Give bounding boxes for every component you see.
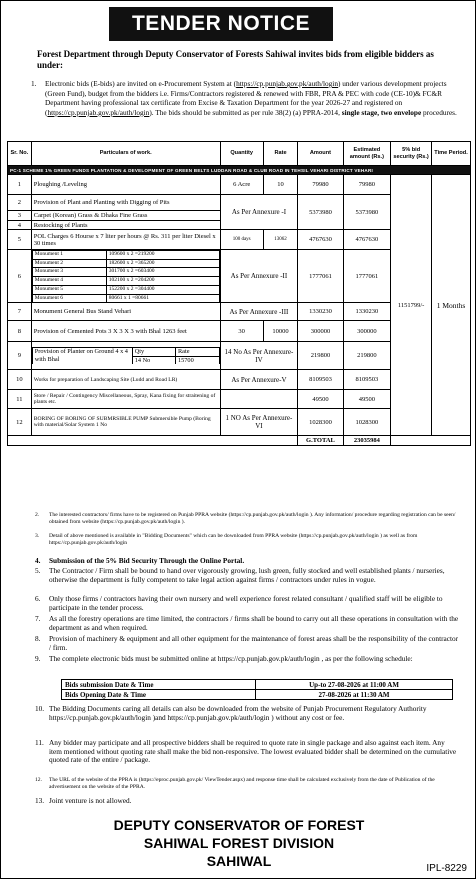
column-header: Particulars of work. bbox=[31, 142, 220, 166]
amount-cell: 219800 bbox=[298, 342, 343, 370]
paragraph-text: ). The bids should be submitted as per rule 38(2) (a) PPRA-2014, bbox=[149, 107, 342, 117]
planter-label: Provision of Planter on Ground 4 x 4 with Bhal bbox=[32, 348, 132, 365]
work-cell: Works for preparation of Landscaping Site (Ludd and Road LR) bbox=[31, 370, 220, 390]
tender-table bbox=[7, 141, 471, 446]
rate-cell: 13062 bbox=[263, 230, 298, 250]
sr-cell: 3 bbox=[8, 211, 32, 221]
note-text: Only those firms / contractors having their own nursery and well experience forest related consultant / qualified staff will be eligible to participate in the tender process. bbox=[49, 594, 443, 612]
paragraph-number: 1. bbox=[31, 79, 37, 88]
estimate-cell: 79980 bbox=[343, 175, 390, 195]
note-number: 5. bbox=[35, 566, 41, 575]
note-12 bbox=[35, 777, 459, 791]
monument-name: Monument 1 bbox=[32, 251, 106, 260]
monument-row bbox=[32, 294, 219, 302]
quantity-cell: 6 Acre bbox=[220, 175, 263, 195]
sr-cell: 8 bbox=[8, 321, 32, 342]
monument-calc: 109600 x 2 =219200 bbox=[106, 251, 219, 260]
column-header: Rate bbox=[263, 142, 298, 166]
estimate-cell: 1028300 bbox=[343, 409, 390, 436]
monument-name: Monument 3 bbox=[32, 268, 106, 277]
column-header: Quantity bbox=[220, 142, 263, 166]
annexure-cell: 14 No As Per Annexure-IV bbox=[220, 342, 298, 370]
work-cell: Carpet (Korean) Grass & Dhaka Fine Grass bbox=[31, 211, 220, 221]
schedule-value: Up-to 27-08-2026 at 11:00 AM bbox=[256, 680, 453, 690]
monument-name: Monument 5 bbox=[32, 285, 106, 294]
monuments-table bbox=[32, 250, 220, 302]
total-value: 23035984 bbox=[343, 436, 390, 446]
note-13 bbox=[35, 796, 459, 806]
scheme-row bbox=[8, 166, 471, 175]
planter-row bbox=[32, 348, 219, 357]
empty-cell bbox=[220, 390, 298, 409]
note-text: Any bidder may participate and all prospective bidders shall be required to quote rate in single package and also against each item. Any item mentioned without quoting rate shall make the bid non-responsive. The lowest evaluated bidder shall be determined on the cumulative quoted rate of the entire / package. bbox=[49, 738, 457, 765]
monument-name: Monument 4 bbox=[32, 277, 106, 286]
note-number: 2. bbox=[35, 512, 40, 518]
total-label: G.TOTAL bbox=[298, 436, 343, 446]
note-text: The URL of the website of the PPRA is (https://eproc.punjab.gov.pk/ ViewTender.aspx) and response time shall be calculated exclusively from the date of Publication of the advertisement on the website of the PPRA. bbox=[49, 777, 435, 790]
paragraph-1 bbox=[31, 79, 465, 117]
column-header: Estimated amount (Rs.) bbox=[343, 142, 390, 166]
amount-cell: 1330230 bbox=[298, 303, 343, 321]
amount-cell: 49500 bbox=[298, 390, 343, 409]
work-cell: Monument General Bus Stand Vehari bbox=[31, 303, 220, 321]
empty-cell bbox=[391, 436, 471, 446]
note-9 bbox=[35, 654, 459, 664]
column-header: Sr. No. bbox=[8, 142, 32, 166]
note-6 bbox=[35, 594, 459, 612]
sr-cell: 4 bbox=[8, 221, 32, 230]
signatory-title: DEPUTY CONSERVATOR OF FOREST bbox=[113, 817, 365, 833]
note-text: As all the forestry operations are time limited, the contractors / firms shall be bound to carry out all these operations in consultation with the department as and when required. bbox=[49, 614, 459, 632]
note-number: 3. bbox=[35, 533, 40, 539]
note-number: 6. bbox=[35, 594, 41, 603]
sr-cell: 10 bbox=[8, 370, 32, 390]
monument-row bbox=[32, 268, 219, 277]
annexure-cell: As Per Annexure -II bbox=[220, 250, 298, 303]
bid-schedule-table bbox=[61, 679, 453, 700]
paragraph-text: procedures. bbox=[421, 107, 457, 117]
note-number: 7. bbox=[35, 614, 41, 623]
monument-row bbox=[32, 277, 219, 286]
note-text: The interested contractors/ firms have to be registered on Punjab PPRA website (https://cp.punjab.gov.pk/auth/login ). Any information/ procedure regarding registration can be seen/ obtained from website (https://cp.punjab.gov.pk/auth/login ). bbox=[49, 512, 456, 525]
scheme-title: PC-1 SCHEME 1% GREEN FUNDS PLANTATION & DEVELOPMENT OF GREEN BELTS LUDDAN ROAD & CLUB ROAD IN TEHSIL VEHARI DISTRICT VEHARI bbox=[8, 166, 471, 175]
note-number: 11. bbox=[35, 738, 44, 747]
monument-row bbox=[32, 259, 219, 268]
sr-cell: 5 bbox=[8, 230, 32, 250]
sr-cell: 2 bbox=[8, 195, 32, 211]
monument-calc: 152200 x 2 =304400 bbox=[106, 285, 219, 294]
note-number: 9. bbox=[35, 654, 41, 663]
sr-cell: 6 bbox=[8, 250, 32, 303]
paragraph-text: ) under various development projects (Green Fund), budget from the bidders i.e. Firms/Contractors registered & renewed with FBR, PRA & PEC with code (CE-10)& FC&R Department having professional tax certificate from Excise & Taxation Department for the year 2026-27 and registered on ( bbox=[45, 79, 447, 117]
note-11 bbox=[35, 738, 459, 765]
sr-cell: 11 bbox=[8, 390, 32, 409]
rate-cell: 10 bbox=[263, 175, 298, 195]
location-name: SAHIWAL bbox=[206, 853, 272, 869]
monument-calc: 102100 x 2 =204200 bbox=[106, 277, 219, 286]
planter-rate-header: Rate bbox=[175, 348, 219, 357]
note-text: Detail of above mentioned is available in "Bidding Documents" which can be downloaded from PPRA website (https://cp.punjab.gov.pk/auth/login ) as well as from https://cp.punjab.gov.pk/auth/login bbox=[49, 533, 418, 546]
note-text: Provision of machinery & equipment and all other equipment for the maintenance of forest areas shall be the responsibility of the contractor / firm. bbox=[49, 634, 459, 652]
sr-cell: 1 bbox=[8, 175, 32, 195]
note-number: 12. bbox=[35, 777, 42, 783]
work-cell: Ploughing /Leveling bbox=[31, 175, 220, 195]
column-header: Amount bbox=[298, 142, 343, 166]
paragraph-text: Electronic bids (E-bids) are invited on e-Procurement System at ( bbox=[45, 79, 237, 88]
amount-cell: 300000 bbox=[298, 321, 343, 342]
schedule-row bbox=[62, 690, 453, 700]
work-cell: Restocking of Plants bbox=[31, 221, 220, 230]
schedule-label: Bids submission Date & Time bbox=[62, 680, 256, 690]
estimate-cell: 1330230 bbox=[343, 303, 390, 321]
empty-cell bbox=[8, 436, 298, 446]
schedule-row bbox=[62, 680, 453, 690]
monument-name: Monument 6 bbox=[32, 294, 106, 302]
work-cell: POL Charges 6 Hourse x 7 liter per hours @ Rs. 311 per liter Diesel x 30 times bbox=[31, 230, 220, 250]
rate-cell: 10000 bbox=[263, 321, 298, 342]
monument-row bbox=[32, 251, 219, 260]
schedule-value: 27-08-2026 at 11:30 AM bbox=[256, 690, 453, 700]
note-7 bbox=[35, 614, 459, 632]
note-number: 10. bbox=[35, 704, 45, 713]
quantity-cell: 100 days bbox=[220, 230, 263, 250]
estimate-cell: 1777061 bbox=[343, 250, 390, 303]
note-text: The complete electronic bids must be submitted online at https://cp.punjab.gov.pk/auth/login , as per the following schedule: bbox=[49, 654, 413, 663]
monument-row bbox=[32, 285, 219, 294]
planter-rate: 15700 bbox=[175, 356, 219, 364]
annexure-cell: As Per Annexure -III bbox=[220, 303, 298, 321]
ipl-code: IPL-8229 bbox=[426, 863, 467, 874]
note-3 bbox=[35, 533, 459, 547]
eproc-link[interactable]: https://cp.punjab.gov.pk/auth/login bbox=[236, 79, 338, 88]
annexure-cell: 1 NO As Per Annexure-VI bbox=[220, 409, 298, 436]
note-10 bbox=[35, 704, 459, 722]
amount-cell: 8109503 bbox=[298, 370, 343, 390]
estimate-cell: 300000 bbox=[343, 321, 390, 342]
table-row bbox=[8, 175, 471, 195]
planter-qty-header: Qty bbox=[132, 348, 175, 357]
note-number: 8. bbox=[35, 634, 41, 643]
note-number: 4. bbox=[35, 556, 41, 565]
column-header: 5% bid security (Rs.) bbox=[391, 142, 432, 166]
note-text: The Contractor / Firm shall be bound to hand over vigorously growing, lush green, fully stocked and well established plants / nurseries, otherwise the department is fully competent to take legal action against firms / contractors under rules in vogue. bbox=[49, 566, 445, 584]
monuments-cell bbox=[31, 250, 220, 303]
eproc-link[interactable]: https://cp.punjab.gov.pk/auth/login bbox=[47, 107, 150, 117]
column-header: Time Period. bbox=[432, 142, 471, 166]
note-text: Submission of the 5% Bid Security Through the Online Portal. bbox=[49, 556, 245, 565]
estimate-cell: 4767630 bbox=[343, 230, 390, 250]
monument-calc: 301700 x 2 =603400 bbox=[106, 268, 219, 277]
note-number: 13. bbox=[35, 796, 45, 805]
note-8 bbox=[35, 634, 459, 652]
amount-cell: 79980 bbox=[298, 175, 343, 195]
work-cell: Provision of Plant and Planting with Digging of Pits bbox=[31, 195, 220, 211]
work-cell: Store / Repair / Contingency Miscellaneous, Spray, Kana fixing for straitening of plants etc. bbox=[31, 390, 220, 409]
estimate-cell: 5373980 bbox=[343, 195, 390, 230]
annexure-cell: As Per Annexure-V bbox=[220, 370, 298, 390]
work-cell: Provision of Cemented Pots 3 X 3 X 3 with Bhal 1263 feet bbox=[31, 321, 220, 342]
paragraph-emphasis: single stage, two envelope bbox=[341, 107, 422, 117]
planter-table bbox=[32, 347, 220, 364]
time-period-cell: 1 Months bbox=[432, 175, 471, 436]
note-2 bbox=[35, 512, 459, 526]
sr-cell: 12 bbox=[8, 409, 32, 436]
note-text: The Bidding Documents caring all details can also be downloaded from the website of Punjab Procurement Regulatory Authority https://cp.punjab.gov.pk/auth/login )and https://cp.punjab.gov.pk/auth/login ) without any cost or fee. bbox=[49, 704, 427, 722]
monument-name: Monument 2 bbox=[32, 259, 106, 268]
page-title: TENDER NOTICE bbox=[109, 7, 333, 41]
division-name: SAHIWAL FOREST DIVISION bbox=[143, 835, 335, 851]
schedule-label: Bids Opening Date & Time bbox=[62, 690, 256, 700]
amount-cell: 1028300 bbox=[298, 409, 343, 436]
monument-calc: 182600 x 2 =365200 bbox=[106, 259, 219, 268]
note-4 bbox=[35, 556, 459, 566]
table-header-row bbox=[8, 142, 471, 166]
total-row bbox=[8, 436, 471, 446]
annexure-cell: As Per Annexure -I bbox=[220, 195, 298, 230]
note-text: Joint venture is not allowed. bbox=[49, 796, 132, 805]
bid-security-cell: 1151799/- bbox=[391, 175, 432, 436]
sr-cell: 9 bbox=[8, 342, 32, 370]
monument-calc: 80661 x 1 =80661 bbox=[106, 294, 219, 302]
signature-block bbox=[1, 816, 476, 870]
amount-cell: 4767630 bbox=[298, 230, 343, 250]
planter-cell bbox=[31, 342, 220, 370]
estimate-cell: 8109503 bbox=[343, 370, 390, 390]
work-cell: BORING OF BORING OF SUBMRSIBLE PUMP Submersible Pump (Boring with material/Solar System 1 No bbox=[31, 409, 220, 436]
amount-cell: 5373980 bbox=[298, 195, 343, 230]
estimate-cell: 219800 bbox=[343, 342, 390, 370]
note-5 bbox=[35, 566, 459, 584]
intro-text: Forest Department through Deputy Conservator of Forests Sahiwal invites bids from eligible bidders as under: bbox=[37, 49, 434, 70]
amount-cell: 1777061 bbox=[298, 250, 343, 303]
sr-cell: 7 bbox=[8, 303, 32, 321]
quantity-cell: 30 bbox=[220, 321, 263, 342]
planter-qty: 14 No bbox=[132, 356, 175, 364]
estimate-cell: 49500 bbox=[343, 390, 390, 409]
